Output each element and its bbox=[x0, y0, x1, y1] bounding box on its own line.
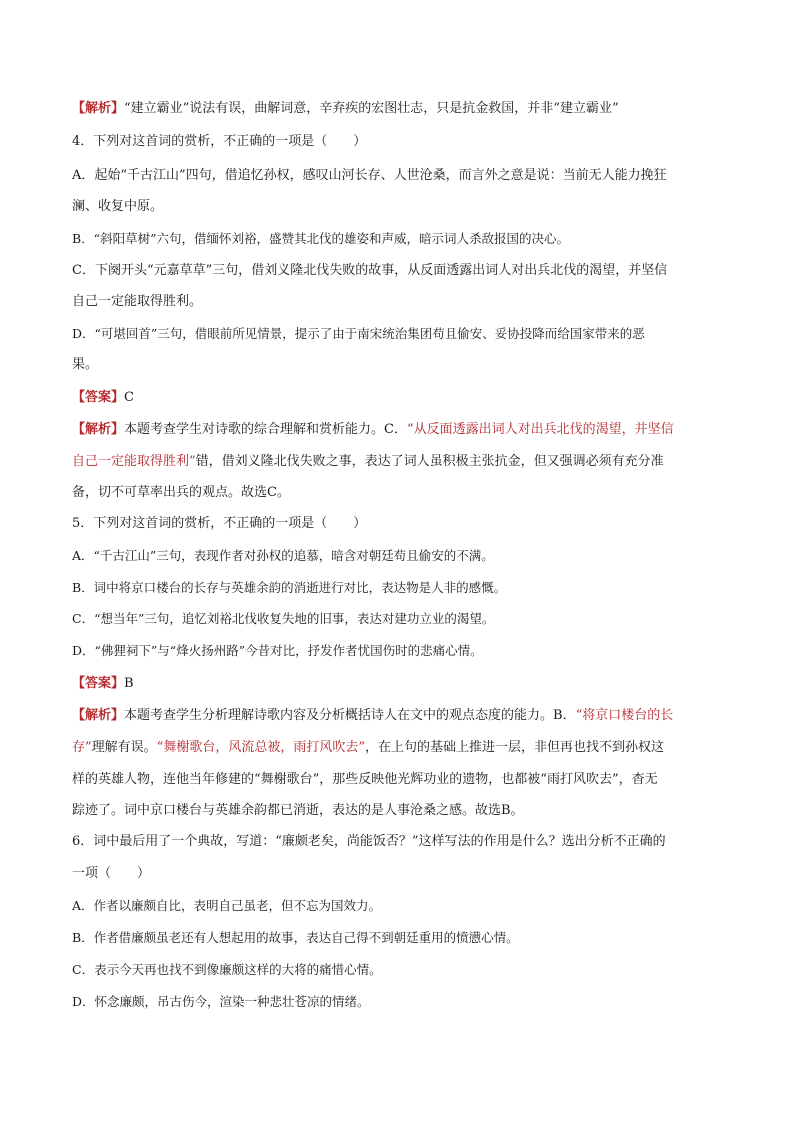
analysis-line: 【解析】本题考查学生对诗歌的综合理解和赏析能力。C．“从反面透露出词人对出兵北伐的渴望，并坚信 bbox=[72, 422, 674, 437]
analysis-line: 踪迹了。词中京口楼台与英雄余韵都已消逝，表达的是人事沧桑之感。故选B。 bbox=[72, 803, 524, 818]
analysis-line: 【解析】“建立霸业”说法有误，曲解词意，辛弃疾的宏图壮志，只是抗金救国，并非“建立霸业” bbox=[72, 101, 619, 116]
option-line: D．“可堪回首”三句，借眼前所见情景，提示了由于南宋统治集团苟且偷安、妥协投降而给国家带来的恶 bbox=[72, 326, 645, 341]
option-line: A．起始“千古江山”四句，借追忆孙权，感叹山河长存、人世沧桑，而言外之意是说：当前无人能力挽狂 bbox=[72, 168, 667, 183]
option-line: 澜、收复中原。 bbox=[72, 199, 164, 214]
option-line: 果。 bbox=[72, 357, 99, 372]
question-6: 6．词中最后用了一个典故，写道：“廉颇老矣，尚能饭否？”这样写法的作用是什么？选出分析不正确的 bbox=[72, 834, 666, 849]
option-line: C．“想当年”三句，追忆刘裕北伐收复失地的旧事，表达对建功立业的渴望。 bbox=[72, 611, 495, 626]
option-line: A．作者以廉颇自比，表明自己虽老，但不忘为国效力。 bbox=[72, 898, 382, 913]
option-line: B．词中将京口楼台的长存与英雄余韵的消逝进行对比，表达物是人非的感慨。 bbox=[72, 580, 507, 595]
option-line: A．“千古江山”三句，表现作者对孙权的追慕，暗含对朝廷苟且偷安的不满。 bbox=[72, 548, 494, 563]
analysis-line: 备，切不可草率出兵的观点。故选C。 bbox=[72, 485, 290, 500]
option-line: D．怀念廉颇，吊古伤今，渲染一种悲壮苍凉的情绪。 bbox=[72, 994, 370, 1009]
option-line: B．“斜阳草树”六句，借缅怀刘裕，盛赞其北伐的雄姿和声威，暗示词人杀敌报国的决心。 bbox=[72, 231, 569, 246]
option-line: D．“佛狸祠下”与“烽火扬州路”今昔对比，抒发作者忧国伤时的悲痛心情。 bbox=[72, 643, 483, 658]
analysis-line: 自己一定能取得胜利”错，借刘义隆北伐失败之事，表达了词人虽积极主张抗金，但又强调必须有充分准 bbox=[72, 454, 664, 469]
answer-line: 【答案】B bbox=[72, 676, 134, 691]
option-line: C．下阕开头“元嘉草草”三句，借刘义隆北伐失败的故事，从反面透露出词人对出兵北伐的渴望，并坚信 bbox=[72, 263, 668, 278]
option-line: 自己一定能取得胜利。 bbox=[72, 294, 203, 309]
option-line: B．作者借廉颇虽老还有人想起用的故事，表达自己得不到朝廷重用的愤懑心情。 bbox=[72, 930, 519, 945]
question-4: 4．下列对这首词的赏析，不正确的一项是（ ） bbox=[72, 134, 367, 149]
question-5: 5．下列对这首词的赏析，不正确的一项是（ ） bbox=[72, 516, 367, 531]
analysis-line: 样的英雄人物，连他当年修建的“舞榭歌台”，那些反映他光辉功业的遗物，也都被“雨打风吹去”，杳无 bbox=[72, 772, 658, 787]
answer-line: 【答案】C bbox=[72, 390, 134, 405]
question-line: 一项（ ） bbox=[72, 866, 151, 881]
analysis-line: 存”理解有误。“舞榭歌台，风流总被，雨打风吹去”，在上句的基础上推进一层，非但再也找不到孙权这 bbox=[72, 740, 664, 755]
analysis-line: 【解析】本题考查学生分析理解诗歌内容及分析概括诗人在文中的观点态度的能力。B．“将京口楼台的长 bbox=[72, 708, 674, 723]
option-line: C．表示今天再也找不到像廉颇这样的大将的痛惜心情。 bbox=[72, 962, 382, 977]
